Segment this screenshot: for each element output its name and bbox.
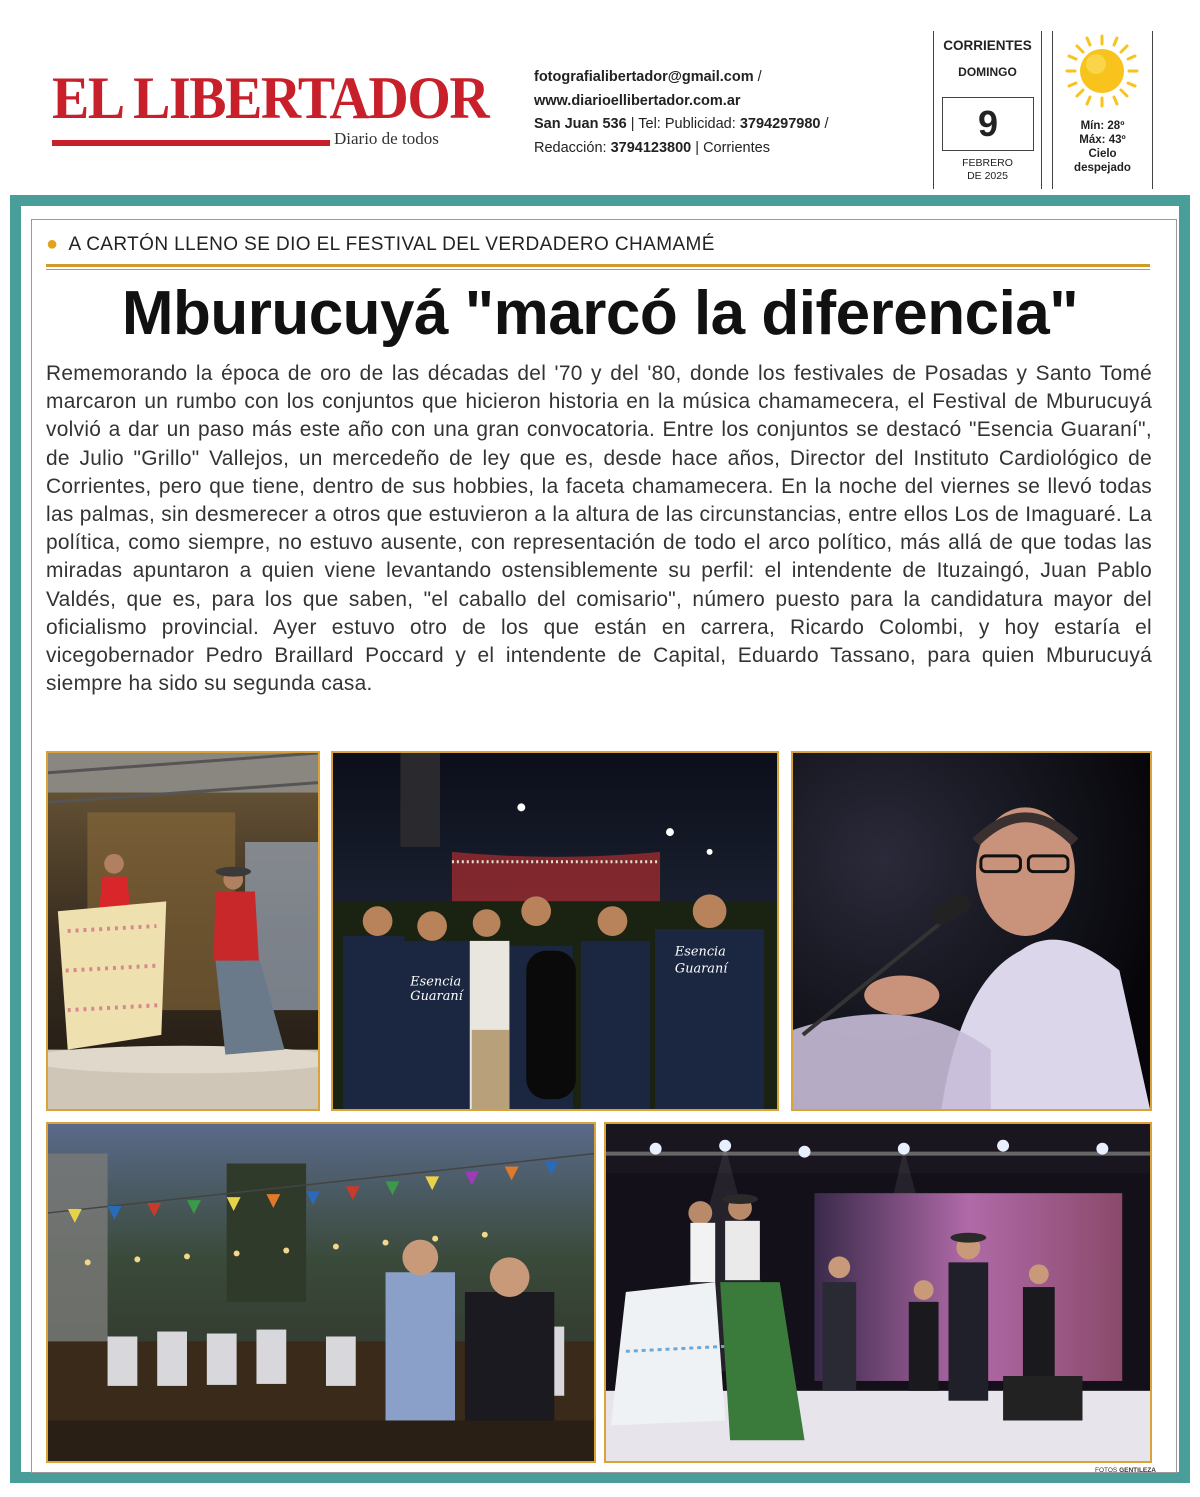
- photo-esencia-guarani-group: [331, 751, 779, 1111]
- date-month-year: [934, 157, 1041, 183]
- article-headline: Mburucuyá "marcó la diferencia": [121, 279, 1079, 348]
- masthead-title: EL LIBERTADOR: [52, 65, 489, 131]
- photo-stage-band: [604, 1122, 1152, 1463]
- weather-text: [1053, 119, 1152, 175]
- weather-condition-1: Cielo: [1088, 148, 1117, 160]
- contact-ads-phone: 3794297980: [739, 116, 821, 132]
- credit-prefix: FOTOS: [1095, 1467, 1118, 1474]
- weather-max: Máx: 43º: [1079, 134, 1126, 146]
- article-body: Rememorando la época de oro de las décadas del '70 y del '80, donde los festivales de Posadas y Santo Tomé marcaron un rumbo con los conjuntos que hicieron historia en la música chamamecera, el Festival de Mburucuyá volvió a dar un paso más este año con una gran convocatoria. Entre los conjuntos se destacó "Esencia Guaraní", de Julio "Grillo" Vallejos, un mercedeño de ley que es, desde hace años, Director del Instituto Cardiológico de Corrientes, pero que tiene, dentro de sus hobbies, la faceta chamamecera. En la noche del viernes se llevó todas las palmas, sin desmerecer a otros que estuvieron a la altura de las circunstancias, entre ellos Los de Imaguaré. La política, como siempre, no estuvo ausente, con representación de todo el arco político, más allá de que todas las miradas apuntaron a quien viene levantando ostensiblemente su perfil: el intendente de Ituzaingó, Juan Pablo Valdés, que es, para los que saben, "el caballo del comisario", número puesto para la candidatura mayor del oficialismo provincial. Ayer estuvo otro de los que están en carrera, Ricardo Colombi, y hoy estaría el vicegobernador Pedro Braillard Poccard y el intendente de Capital, Eduardo Tassano, para quien Mburucuyá siempre ha sido su segunda casa.: [46, 362, 1152, 696]
- contact-website[interactable]: www.diarioellibertador.com.ar: [534, 92, 741, 109]
- shirt-text-2: Guaraní: [410, 989, 463, 1005]
- photo-speaker-microphone: [791, 751, 1152, 1111]
- masthead-subtitle: Diario de todos: [334, 129, 439, 148]
- date-weekday: DOMINGO: [958, 65, 1017, 79]
- date-city: CORRIENTES: [943, 38, 1032, 53]
- date-day-box: [942, 97, 1034, 151]
- sun-icon: [1065, 34, 1139, 108]
- credit-name: GENTILEZA: [1119, 1467, 1156, 1474]
- contact-ads-label: Tel: Publicidad:: [638, 116, 736, 132]
- photo-dancers-stage: [46, 751, 320, 1111]
- weather-condition-2: despejado: [1074, 162, 1131, 174]
- weather-min: Mín: 28º: [1080, 120, 1125, 132]
- bullet-icon: ●: [46, 233, 59, 255]
- kicker-rule: [46, 264, 1150, 267]
- shirt-text-4: Guaraní: [674, 961, 728, 977]
- contact-address: San Juan 536: [534, 116, 627, 132]
- kicker-rule-thin: [46, 269, 1150, 270]
- shirt-text-1: Esencia: [410, 974, 462, 990]
- article-kicker: [46, 233, 715, 256]
- contact-email[interactable]: fotografialibertador@gmail.com: [534, 69, 754, 85]
- weather-box: [1052, 31, 1153, 189]
- shirt-text-3: Esencia: [674, 944, 726, 960]
- masthead-logo: [50, 65, 489, 156]
- photo-outdoor-dinner: [46, 1122, 596, 1463]
- date-box: [933, 31, 1042, 189]
- contact-city: Corrientes: [703, 139, 770, 156]
- contact-block: fotografialibertador@gmail.com / www.diarioellibertador.com.ar San Juan 536 | Tel: Publicidad: 3794297980 / Redacción: 3794123800 | Corrientes: [534, 69, 829, 156]
- date-month: FEBRERO: [962, 157, 1013, 169]
- photo-credit: [1095, 1467, 1156, 1474]
- masthead-rule: [52, 140, 330, 146]
- contact-newsroom-phone: 3794123800: [610, 139, 692, 156]
- kicker-text: A CARTÓN LLENO SE DIO EL FESTIVAL DEL VERDADERO CHAMAMÉ: [68, 234, 715, 255]
- date-year: DE 2025: [967, 170, 1008, 182]
- contact-newsroom-label: Redacción:: [534, 139, 607, 156]
- date-day-number: 9: [977, 103, 999, 144]
